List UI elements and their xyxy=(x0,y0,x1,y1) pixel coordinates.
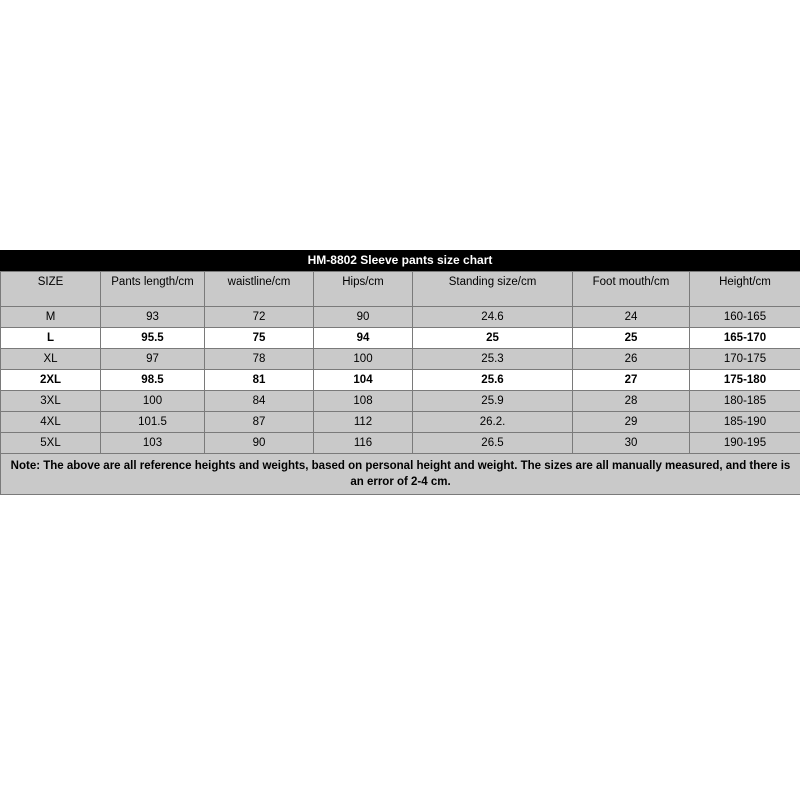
cell-size: 5XL xyxy=(1,433,101,454)
cell-waistline: 87 xyxy=(205,412,314,433)
cell-foot-mouth: 24 xyxy=(573,307,690,328)
cell-standing-size: 24.6 xyxy=(413,307,573,328)
note-row xyxy=(1,454,800,495)
cell-size: 4XL xyxy=(1,412,101,433)
table-row xyxy=(1,307,800,328)
cell-hips: 112 xyxy=(314,412,413,433)
size-table xyxy=(0,271,800,495)
cell-height: 190-195 xyxy=(690,433,800,454)
cell-hips: 100 xyxy=(314,349,413,370)
cell-standing-size: 25.3 xyxy=(413,349,573,370)
cell-foot-mouth: 26 xyxy=(573,349,690,370)
cell-standing-size: 26.2. xyxy=(413,412,573,433)
cell-waistline: 75 xyxy=(205,328,314,349)
table-row xyxy=(1,412,800,433)
header-size: SIZE xyxy=(1,272,101,307)
cell-waistline: 78 xyxy=(205,349,314,370)
header-height: Height/cm xyxy=(690,272,800,307)
table-row xyxy=(1,370,800,391)
chart-title: HM-8802 Sleeve pants size chart xyxy=(0,250,800,271)
cell-foot-mouth: 27 xyxy=(573,370,690,391)
cell-standing-size: 25.9 xyxy=(413,391,573,412)
cell-height: 165-170 xyxy=(690,328,800,349)
cell-height: 180-185 xyxy=(690,391,800,412)
cell-height: 185-190 xyxy=(690,412,800,433)
table-row xyxy=(1,391,800,412)
size-chart xyxy=(0,250,800,495)
cell-foot-mouth: 25 xyxy=(573,328,690,349)
cell-height: 170-175 xyxy=(690,349,800,370)
cell-pants-length: 103 xyxy=(101,433,205,454)
header-waistline: waistline/cm xyxy=(205,272,314,307)
table-row xyxy=(1,433,800,454)
cell-hips: 104 xyxy=(314,370,413,391)
cell-pants-length: 98.5 xyxy=(101,370,205,391)
cell-foot-mouth: 29 xyxy=(573,412,690,433)
cell-size: L xyxy=(1,328,101,349)
note-text: Note: The above are all reference heights and weights, based on personal height and weight. The sizes are all manually measured, and there is an error of 2-4 cm. xyxy=(1,454,800,495)
cell-standing-size: 26.5 xyxy=(413,433,573,454)
header-row xyxy=(1,272,800,307)
cell-standing-size: 25 xyxy=(413,328,573,349)
header-foot-mouth: Foot mouth/cm xyxy=(573,272,690,307)
cell-height: 175-180 xyxy=(690,370,800,391)
cell-waistline: 81 xyxy=(205,370,314,391)
cell-pants-length: 95.5 xyxy=(101,328,205,349)
cell-foot-mouth: 30 xyxy=(573,433,690,454)
cell-standing-size: 25.6 xyxy=(413,370,573,391)
header-hips: Hips/cm xyxy=(314,272,413,307)
cell-pants-length: 100 xyxy=(101,391,205,412)
header-standing-size: Standing size/cm xyxy=(413,272,573,307)
cell-pants-length: 101.5 xyxy=(101,412,205,433)
cell-size: 2XL xyxy=(1,370,101,391)
cell-size: XL xyxy=(1,349,101,370)
header-pants-length: Pants length/cm xyxy=(101,272,205,307)
cell-hips: 116 xyxy=(314,433,413,454)
cell-hips: 94 xyxy=(314,328,413,349)
cell-height: 160-165 xyxy=(690,307,800,328)
table-row xyxy=(1,349,800,370)
table-row xyxy=(1,328,800,349)
cell-foot-mouth: 28 xyxy=(573,391,690,412)
cell-size: M xyxy=(1,307,101,328)
cell-waistline: 84 xyxy=(205,391,314,412)
cell-waistline: 72 xyxy=(205,307,314,328)
cell-pants-length: 93 xyxy=(101,307,205,328)
cell-hips: 90 xyxy=(314,307,413,328)
cell-waistline: 90 xyxy=(205,433,314,454)
cell-hips: 108 xyxy=(314,391,413,412)
cell-pants-length: 97 xyxy=(101,349,205,370)
cell-size: 3XL xyxy=(1,391,101,412)
